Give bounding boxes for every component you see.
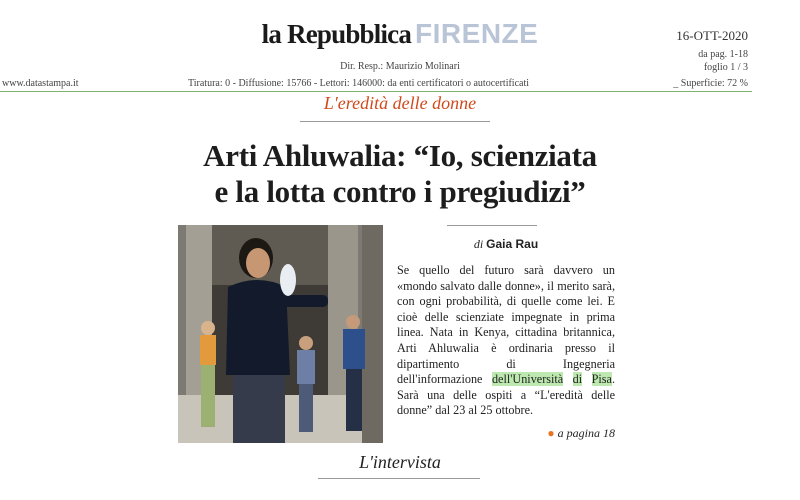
divider (300, 121, 490, 122)
body-text-end: . Sarà una delle ospiti a “L'eredità delle donne” dal 23 al 25 ottobre. (397, 372, 616, 418)
sheet-count: foglio 1 / 3 (703, 62, 748, 73)
section-footer: L'intervista (359, 452, 441, 472)
article-body (397, 263, 615, 419)
highlighted-term: Pisa (591, 372, 612, 387)
page-range: da pag. 1-18 (698, 49, 748, 60)
page-reference (547, 426, 615, 441)
article-photo (178, 225, 383, 443)
director-line: Dir. Resp.: Maurizio Molinari (340, 61, 460, 72)
masthead-edition: FIRENZE (415, 18, 539, 49)
issue-date: 16-OTT-2020 (676, 28, 748, 43)
circulation-info: Tiratura: 0 - Diffusione: 15766 - Lettori: 146000: da enti certificatori o autocertificati (188, 78, 530, 89)
page-reference-label: a pagina 18 (557, 426, 615, 440)
headline (0, 138, 800, 210)
byline (397, 237, 615, 252)
highlighted-term: dell'Università (491, 372, 564, 387)
byline-prefix: di (473, 237, 484, 251)
body-text-start: Se quello del futuro sarà davvero un «mondo salvato dalle donne», il merito sarà, con ogni probabilità, di quelle come lei. E cioè delle scienziate impegnate in prima linea. Nata in Kenya, cittadina britannica, Arti Ahluwalia è ordinaria presso il dipartimento di Ingegneria dell'informazione (397, 263, 615, 387)
byline-author: Gaia Rau (486, 237, 539, 251)
divider (318, 478, 480, 479)
section-kicker: L'eredità delle donne (323, 93, 477, 113)
highlighted-term: di (572, 372, 583, 387)
masthead-brand: la Repubblica (261, 19, 412, 49)
bullet-dot-icon: ● (547, 426, 555, 440)
divider (447, 225, 537, 226)
info-line (0, 78, 752, 92)
surface-info: _ Superficie: 72 % (673, 78, 748, 89)
website-link[interactable]: www.datastampa.it (2, 78, 79, 89)
headline-line-2: e la lotta contro i pregiudizi” (214, 174, 586, 209)
headline-line-1: Arti Ahluwalia: “Io, scienziata (203, 138, 597, 173)
